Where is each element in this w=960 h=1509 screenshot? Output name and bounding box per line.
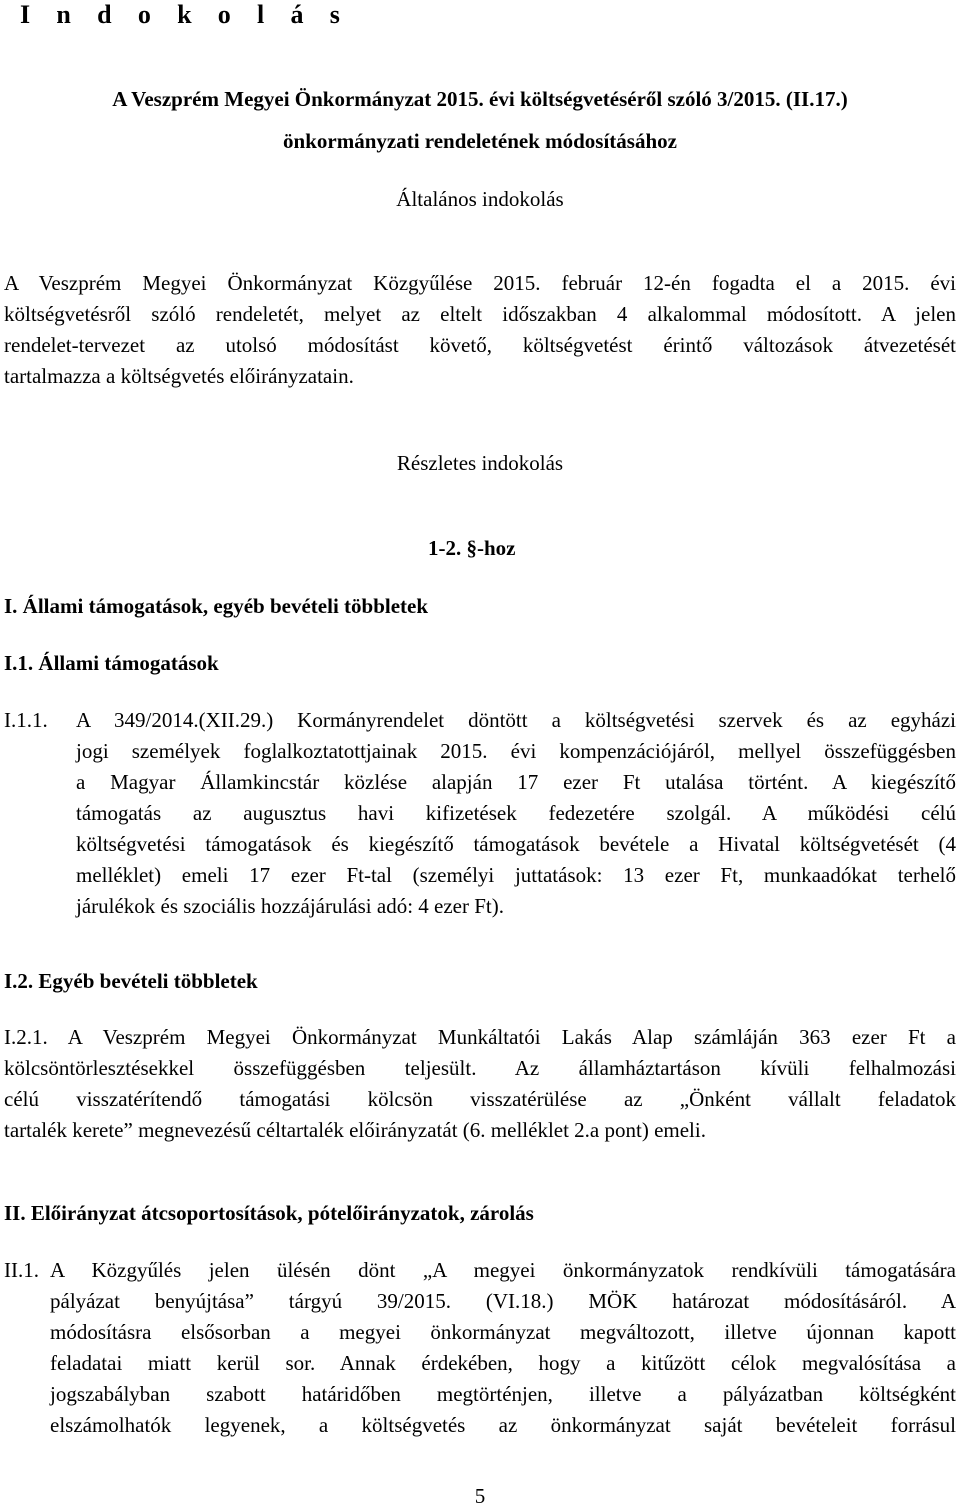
paragraph-line: jogszabályban szabott határidőben megtörténjen, illetve a pályázatban költségként [50,1382,956,1406]
heading-line-1: A Veszprém Megyei Önkormányzat 2015. évi költségvetéséről szóló 3/2015. (II.17.) [112,87,848,111]
paragraph-line: A Veszprém Megyei Önkormányzat Közgyűlése 2015. február 12-én fogadta el a 2015. évi [4,271,956,295]
item-1-2-1-paragraph [4,1022,956,1146]
section-reference: 1-2. §-hoz [428,536,516,560]
paragraph-line: kölcsöntörlesztésekkel összefüggésben teljesült. Az államháztartáson kívüli felhalmozási [4,1056,956,1080]
paragraph-line: A 349/2014.(XII.29.) Kormányrendelet döntött a költségvetési szervek és az egyházi [76,708,956,732]
paragraph-line: rendelet-tervezet az utolsó módosítást követő, költségvetést érintő változások átvezetését [4,333,956,357]
paragraph-line: a Magyar Államkincstár közlése alapján 17 ezer Ft utalása történt. A kiegészítő [76,770,956,794]
paragraph-line: támogatás az augusztus havi kifizetések fedezetére szolgál. A működési célú [76,801,956,825]
item-number: I.1.1. [4,708,48,732]
paragraph-line: tartalmazza a költségvetés előirányzatain. [4,364,354,388]
heading-line-2: önkormányzati rendeletének módosításához [283,129,677,153]
paragraph-line: jogi személyek foglalkoztatottjainak 2015. évi kompenzációjáról, mellyel összefüggésben [76,739,956,763]
paragraph-line: költségvetésről szóló rendeletét, melyet az eltelt időszakban 4 alkalommal módosított. A jelen [4,302,956,326]
paragraph-line: melléklet) emeli 17 ezer Ft-tal (személyi juttatások: 13 ezer Ft, munkaadókat terhelő [76,863,956,887]
paragraph-line: járulékok és szociális hozzájárulási adó: 4 ezer Ft). [76,894,504,918]
section-1-heading: I. Állami támogatások, egyéb bevételi többletek [4,594,429,618]
subsection-1-2-heading: I.2. Egyéb bevételi többletek [4,969,258,993]
general-paragraph [4,268,956,392]
paragraph-line: elszámolhatók legyenek, a költségvetés az önkormányzat saját bevételeit forrásul [50,1413,956,1437]
paragraph-line: feladatai miatt kerül sor. Annak érdekében, hogy a kitűzött célok megvalósítása a [50,1351,956,1375]
paragraph-line: tartalék kerete” megnevezésű céltartalék előirányzatát (6. melléklet 2.a pont) emeli. [4,1118,706,1142]
paragraph-line: célú visszatérítendő támogatási kölcsön visszatérülése az „Önként vállalt feladatok [4,1087,956,1111]
paragraph-line: költségvetési támogatások és kiegészítő támogatások bevétele a Hivatal költségvetését (4 [76,832,956,856]
page-number: 5 [474,1484,486,1508]
item-number: II.1. [4,1258,39,1282]
paragraph-line: pályázat benyújtása” tárgyú 39/2015. (VI.18.) MÖK határozat módosításáról. A [50,1289,956,1313]
paragraph-line: A Közgyűlés jelen ülésén dönt „A megyei önkormányzatok rendkívüli támogatására [50,1258,956,1282]
paragraph-line: I.2.1. A Veszprém Megyei Önkormányzat Munkáltatói Lakás Alap számláján 363 ezer Ft a [4,1025,956,1049]
paragraph-line: módosításra elsősorban a megyei önkormányzat megváltozott, illetve újonnan kapott [50,1320,956,1344]
section-2-heading: II. Előirányzat átcsoportosítások, pótelőirányzatok, zárolás [4,1201,534,1225]
general-heading: Általános indokolás [396,187,564,211]
item-1-1-1-paragraph [76,705,956,922]
item-2-1-paragraph [50,1255,956,1441]
document-title: I n d o k o l á s [20,0,350,29]
subsection-1-1-heading: I.1. Állami támogatások [4,651,219,675]
detailed-heading: Részletes indokolás [396,451,564,475]
